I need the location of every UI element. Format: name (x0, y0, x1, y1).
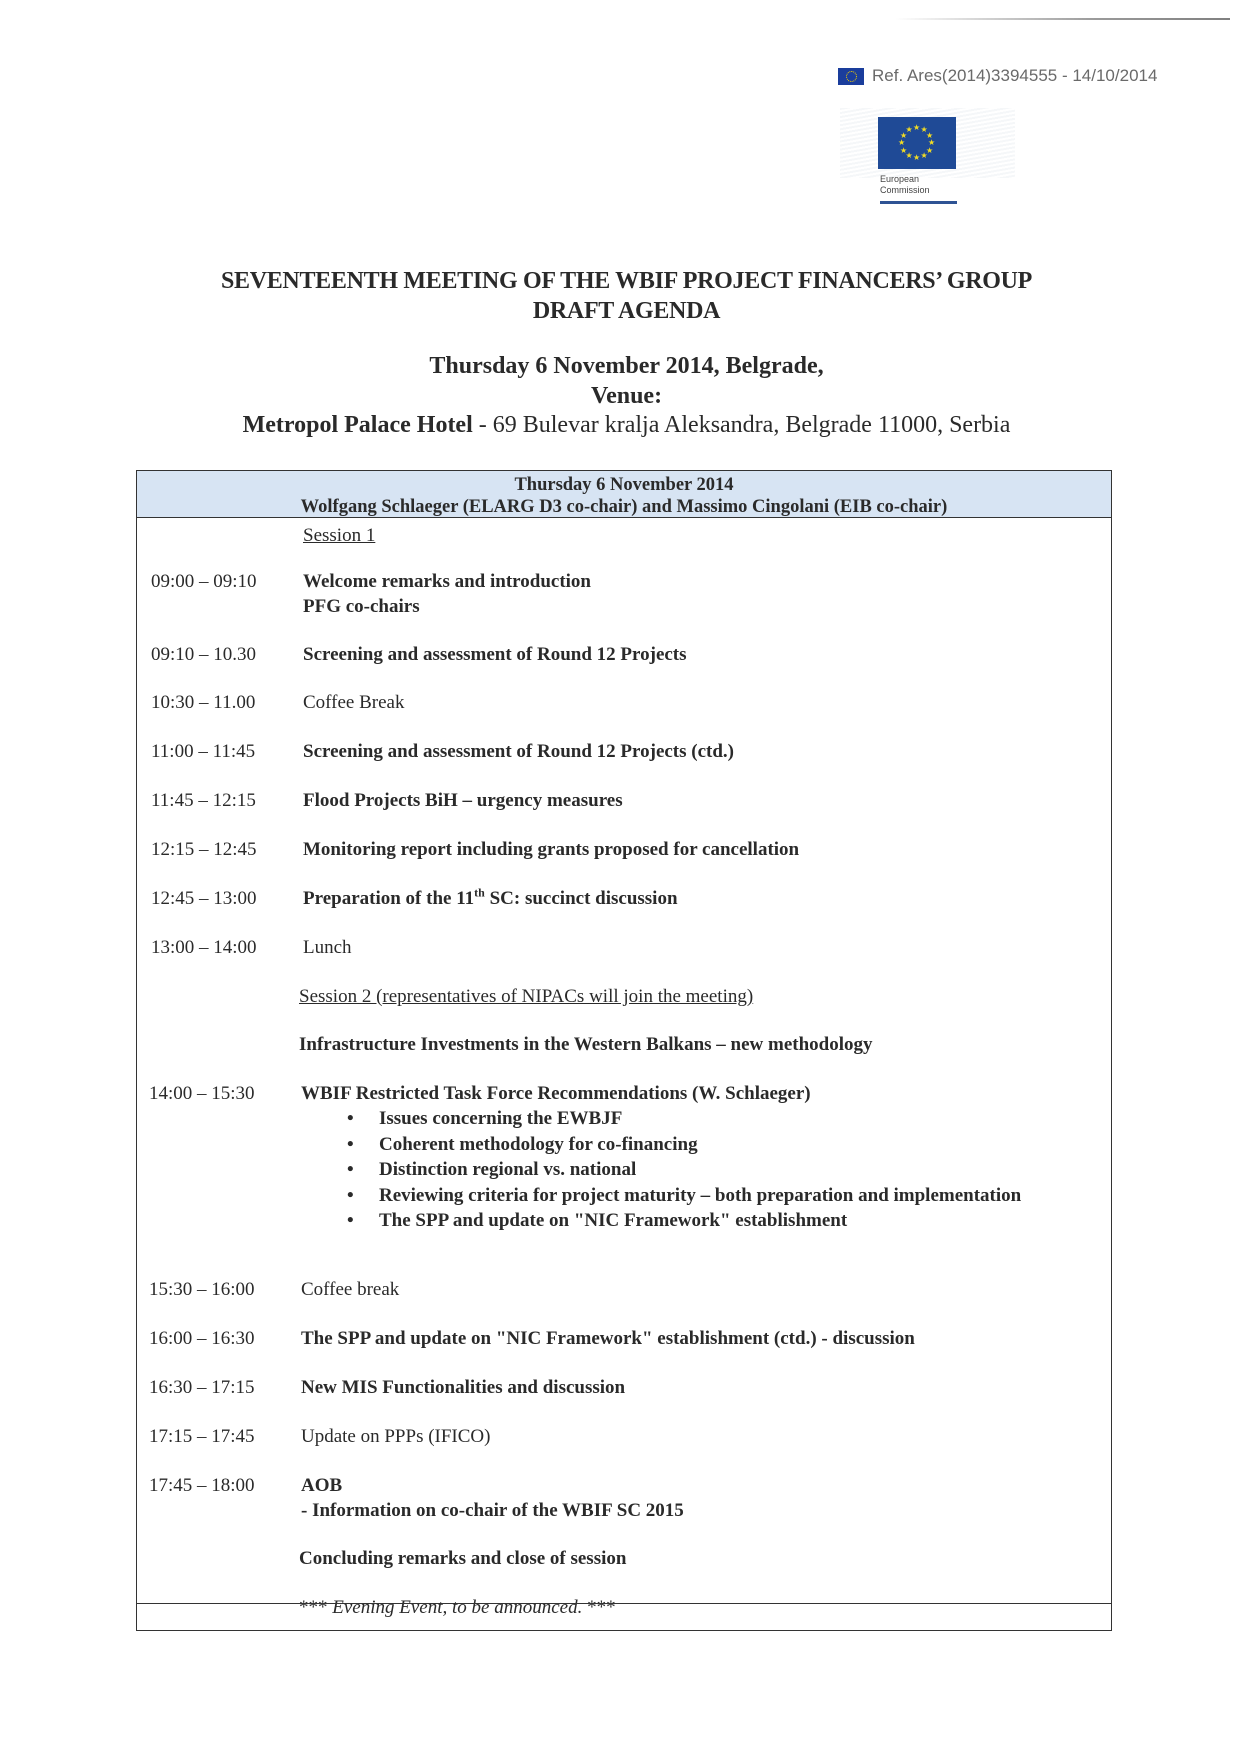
evening-event-text: Evening Event, to be announced. (332, 1597, 583, 1618)
agenda-header-chairs: Wolfgang Schlaeger (ELARG D3 co-chair) and Massimo Cingolani (EIB co-chair) (300, 497, 948, 517)
bullet-icon: • (347, 1159, 354, 1180)
ordinal-suffix: th (474, 885, 485, 900)
venue-label: Venue: (590, 383, 663, 409)
agenda-time: 11:00 – 11:45 (151, 741, 256, 762)
table-bottom-divider (137, 1603, 1111, 1604)
session-1-label: Session 1 (303, 525, 376, 546)
bullet-text: The SPP and update on "NIC Framework" establishment (379, 1210, 848, 1231)
document-title: SEVENTEENTH MEETING OF THE WBIF PROJECT FINANCERS’ GROUP (220, 268, 1033, 294)
bullet-item (303, 1106, 1021, 1132)
agenda-time: 09:10 – 10.30 (151, 644, 257, 665)
reference-stamp (838, 66, 1157, 86)
venue-line (0, 412, 1253, 439)
star-icon: ★ (905, 150, 913, 160)
asterisks: *** (299, 1597, 333, 1618)
agenda-header-date: Thursday 6 November 2014 (514, 475, 734, 495)
agenda-time: 17:15 – 17:45 (149, 1426, 255, 1447)
bullet-icon: • (347, 1108, 354, 1129)
agenda-time: 14:00 – 15:30 (149, 1083, 255, 1104)
venue-name: Metropol Palace Hotel (242, 412, 473, 438)
venue-address: - 69 Bulevar kralja Aleksandra, Belgrade 11000, Serbia (472, 412, 1011, 438)
bullet-text: Distinction regional vs. national (379, 1159, 637, 1180)
logo-text (880, 174, 930, 196)
star-icon: ★ (913, 153, 921, 162)
eu-flag-icon (838, 68, 864, 85)
star-icon: ★ (913, 123, 921, 132)
agenda-time: 11:45 – 12:15 (151, 790, 256, 811)
session-2-label: Session 2 (representatives of NIPACs will join the meeting) (299, 986, 754, 1007)
star-icon: ★ (900, 130, 908, 140)
agenda-time: 15:30 – 16:00 (149, 1279, 255, 1300)
agenda-title: AOB (301, 1475, 343, 1496)
meeting-date-place: Thursday 6 November 2014, Belgrade, (429, 353, 824, 379)
bullet-icon: • (347, 1210, 354, 1231)
bullet-text: Issues concerning the EWBJF (379, 1108, 623, 1129)
star-icon: ★ (905, 125, 913, 134)
star-icon: ★ (920, 150, 928, 160)
agenda-time: 13:00 – 14:00 (151, 937, 257, 958)
agenda-title: The SPP and update on "NIC Framework" establishment (ctd.) - discussion (301, 1328, 915, 1349)
agenda-time: 10:30 – 11.00 (151, 692, 256, 713)
star-icon: ★ (898, 138, 906, 147)
star-icon: ★ (920, 125, 928, 134)
logo-underline (880, 201, 957, 204)
agenda-subtitle: - Information on co-chair of the WBIF SC 2015 (301, 1500, 684, 1521)
agenda-time: 17:45 – 18:00 (149, 1475, 255, 1496)
agenda-title: Coffee Break (303, 692, 405, 713)
bullet-item (303, 1132, 1021, 1158)
agenda-time: 09:00 – 09:10 (151, 571, 257, 592)
agenda-title: Monitoring report including grants proposed for cancellation (303, 839, 800, 860)
concluding-remarks: Concluding remarks and close of session (299, 1548, 627, 1569)
evening-event-note (299, 1595, 616, 1620)
star-icon: ★ (925, 130, 934, 140)
bullet-icon: • (347, 1184, 354, 1206)
logo-line-2: Commission (880, 185, 930, 195)
agenda-title: Welcome remarks and introduction (303, 571, 591, 592)
bullet-text: Coherent methodology for co-financing (379, 1133, 698, 1155)
agenda-title-text: Preparation of the 11 (303, 888, 475, 909)
bullet-text: Reviewing criteria for project maturity – both preparation and implementation (379, 1184, 1022, 1206)
star-icon: ★ (925, 145, 934, 155)
reference-number: Ref. Ares(2014)3394555 - 14/10/2014 (872, 66, 1158, 85)
agenda-table (136, 470, 1112, 1631)
agenda-title: Screening and assessment of Round 12 Projects (303, 644, 687, 665)
agenda-title-text: SC: succinct discussion (484, 888, 678, 909)
bullet-icon: • (347, 1133, 354, 1155)
agenda-title: Update on PPPs (IFICO) (301, 1426, 491, 1447)
agenda-title: WBIF Restricted Task Force Recommendations (W. Schlaeger) (301, 1083, 811, 1104)
agenda-title: New MIS Functionalities and discussion (301, 1377, 626, 1398)
agenda-title: Flood Projects BiH – urgency measures (303, 790, 623, 811)
agenda-time: 12:45 – 13:00 (151, 888, 257, 909)
star-icon: ★ (900, 145, 908, 155)
agenda-header (137, 471, 1111, 518)
bullet-item (303, 1157, 1021, 1183)
eu-flag-icon (878, 117, 956, 169)
asterisks: *** (582, 1597, 616, 1618)
bullet-item (303, 1208, 1021, 1234)
agenda-title (303, 886, 678, 911)
document-subtitle: DRAFT AGENDA (532, 298, 721, 324)
task-force-bullet-list (303, 1106, 1021, 1234)
star-icon: ★ (928, 138, 936, 147)
agenda-subtitle: PFG co-chairs (303, 596, 420, 617)
agenda-title: Coffee break (301, 1279, 400, 1300)
session-2-theme: Infrastructure Investments in the Western Balkans – new methodology (299, 1034, 873, 1055)
agenda-time: 16:30 – 17:15 (149, 1377, 255, 1398)
agenda-title: Lunch (303, 937, 352, 958)
bullet-item (303, 1183, 1021, 1209)
scan-edge-line (895, 18, 1230, 20)
logo-line-1: European (880, 174, 920, 184)
european-commission-logo (840, 100, 1020, 210)
agenda-title: Screening and assessment of Round 12 Projects (ctd.) (303, 741, 735, 762)
agenda-time: 12:15 – 12:45 (151, 839, 257, 860)
agenda-time: 16:00 – 16:30 (149, 1328, 255, 1349)
